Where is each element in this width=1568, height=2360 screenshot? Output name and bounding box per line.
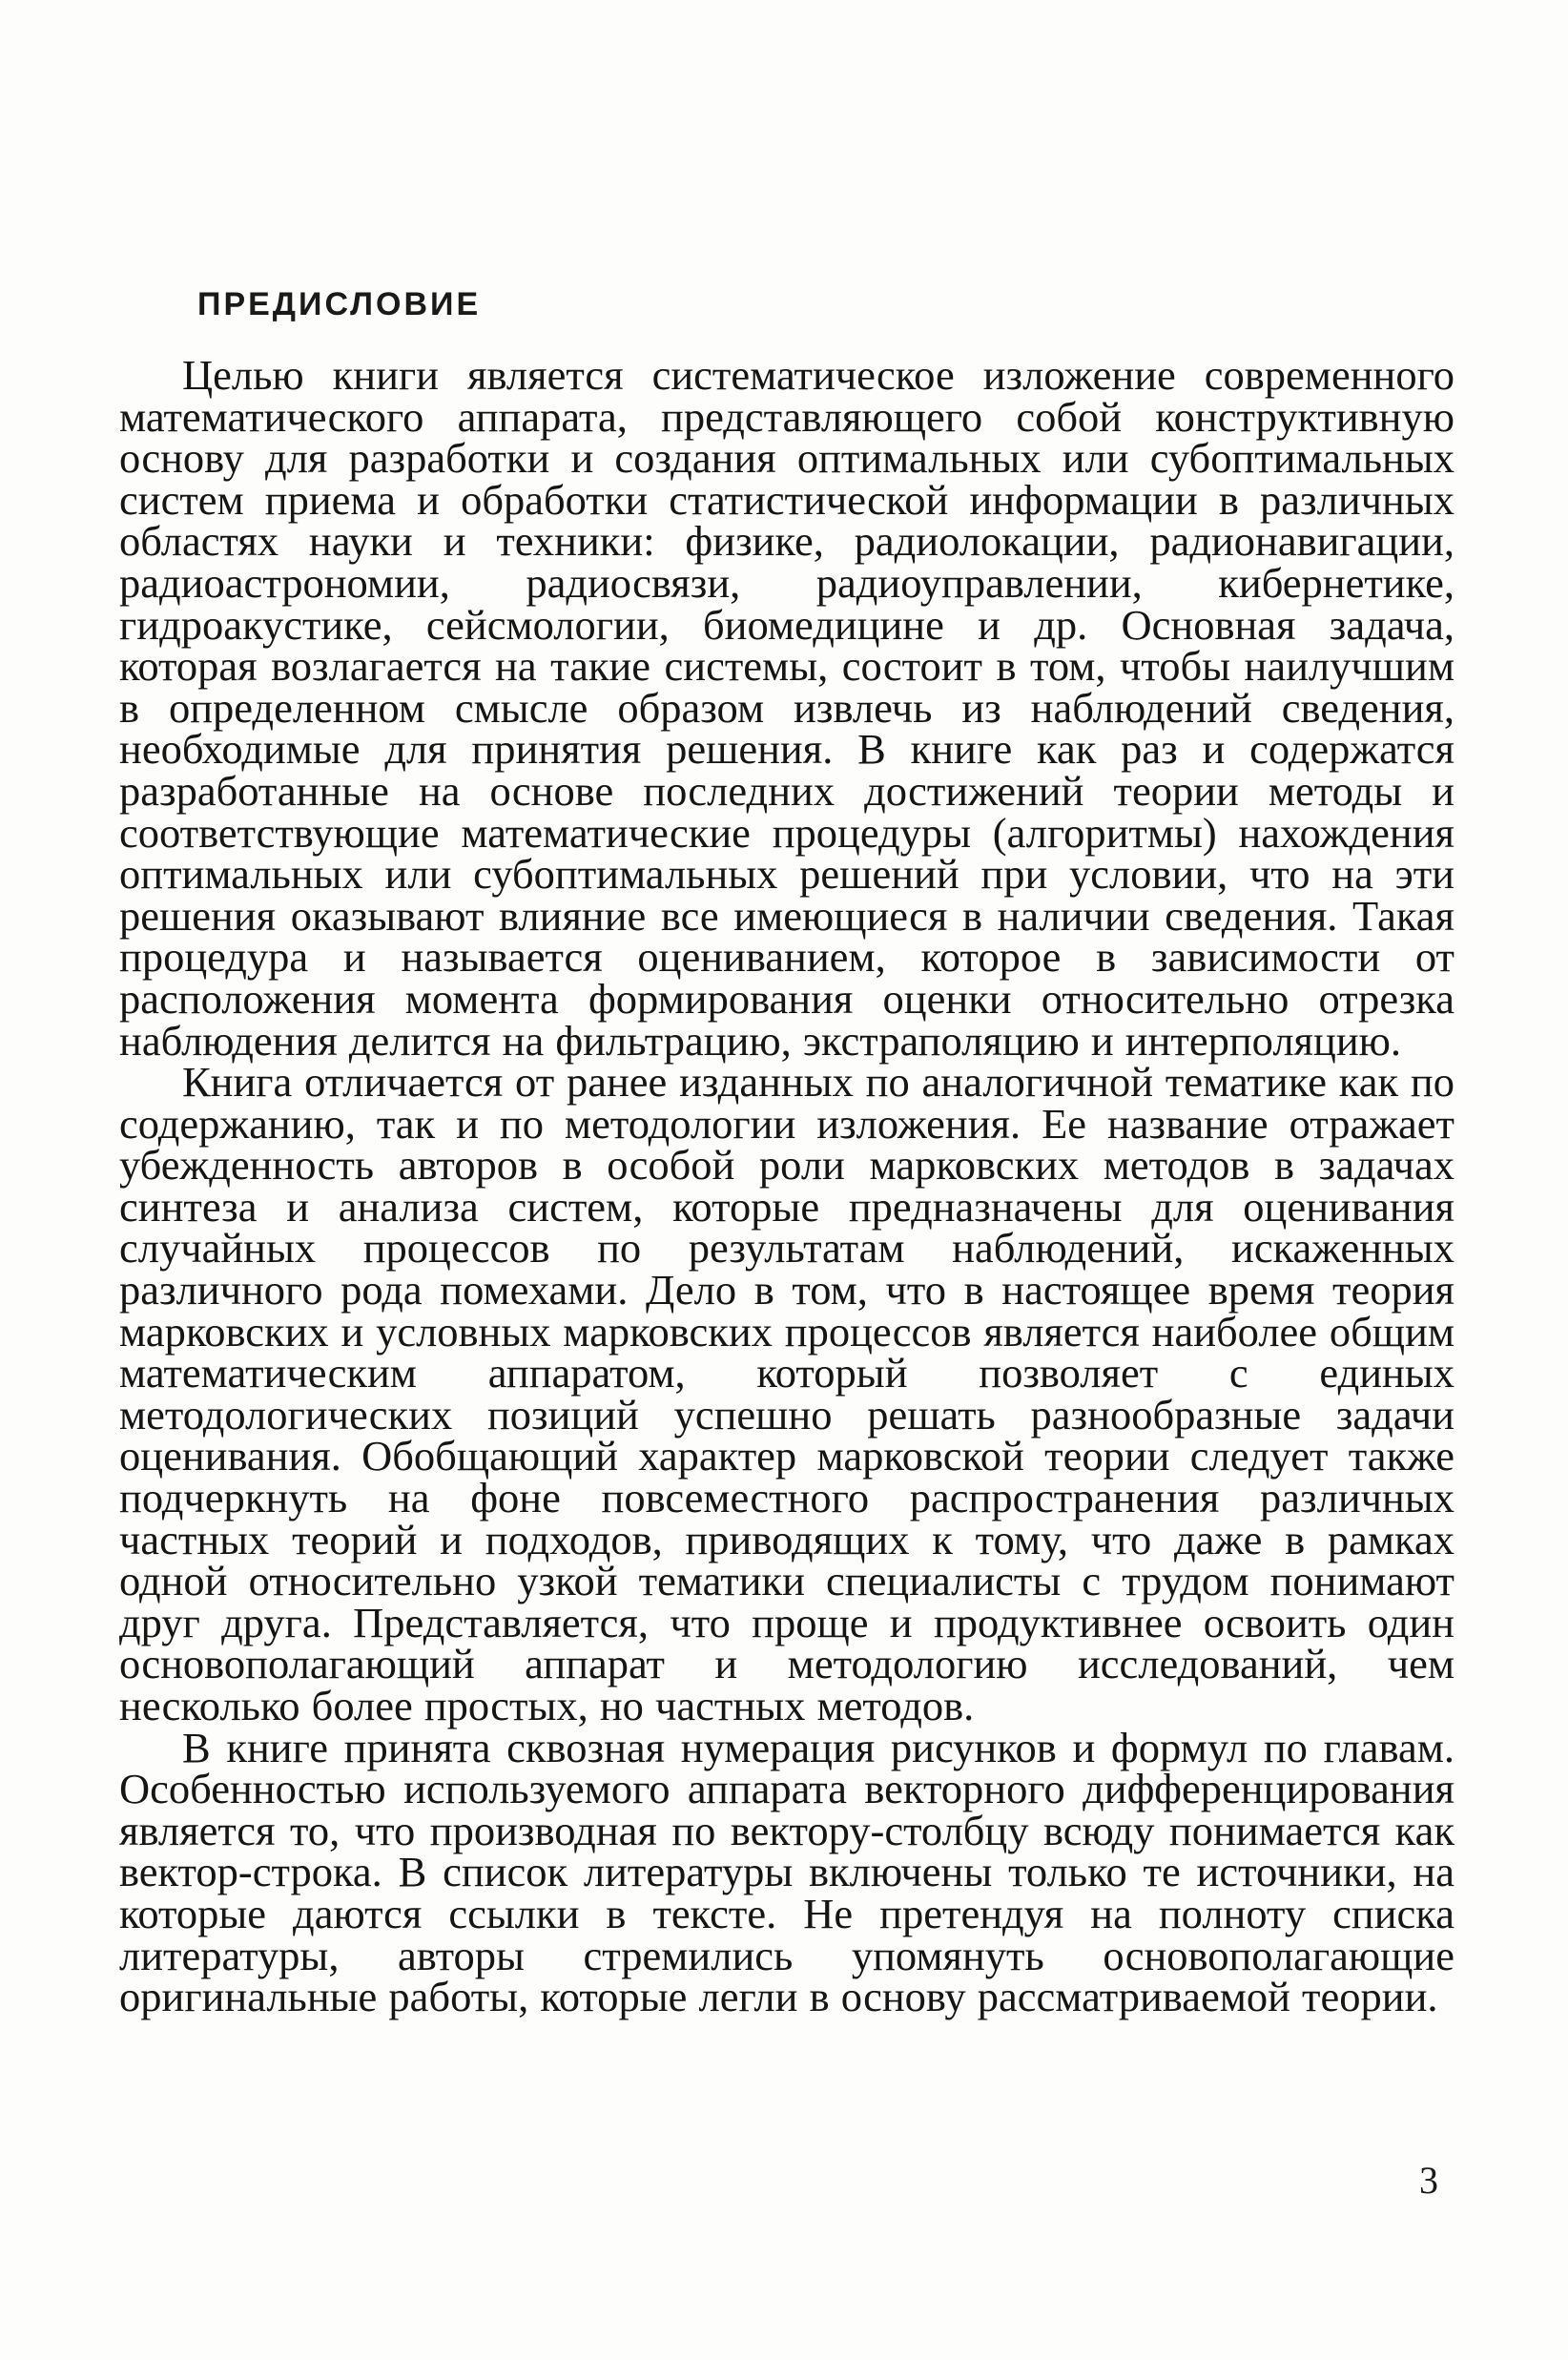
page-number: 3 bbox=[1419, 2159, 1438, 2202]
page-heading: ПРЕДИСЛОВИЕ bbox=[197, 286, 482, 322]
paragraph-numbering-and-references: В книге принята сквозная нумерация рисунков и формул по главам. Особенностью используемого аппарата векторного дифференцирования является то, что производная по вектору-столбцу всюду понимается как вектор-строка. В список литературы включены только те источники, на которые даются ссылки в тексте. Не претендуя на полноту списка литературы, авторы стремились упомянуть основополагающие оригинальные работы, которые легли в основу рассматриваемой теории. bbox=[119, 1723, 1455, 2021]
paragraph-book-distinction: Книга отличается от ранее изданных по аналогичной тематике как по содержанию, так и по методологии изложения. Ее название отражает убежденность авторов в особой роли марковских методов в задачах синтеза и анализа систем, которые предназначены для оценивания случайных процессов по результатам наблюдений, искаженных различного рода помехами. Дело в том, что в настоящее время теория марковских и условных марковских процессов является наиболее общим математическим аппаратом, который позволяет с единых методологических позиций успешно решать разнообразные задачи оценивания. Обобщающий характер марковской теории следует также подчеркнуть на фоне повсеместного распространения различных частных теорий и подходов, приводящих к тому, что даже в рамках одной относительно узкой тематики специалисты с трудом понимают друг друга. Представляется, что проще и продуктивнее освоить один основополагающий аппарат и методологию исследований, чем несколько более простых, но частных методов. bbox=[119, 1058, 1455, 1729]
preface-body bbox=[119, 351, 1455, 2021]
paragraph-purpose: Целью книги является систематическое изложение современного математического аппарата, представляющего собой конструктивную основу для разработки и создания оптимальных или субоптимальных систем приема и обработки статистической информации в различных областях науки и техники: физике, радиолокации, радионавигации, радиоастрономии, радиосвязи, радиоуправлении, кибернетике, гидроакустике, сейсмологии, биомедицине и др. Основная задача, которая возлагается на такие системы, состоит в том, чтобы наилучшим в определенном смысле образом извлечь из наблюдений сведения, необходимые для принятия решения. В книге как раз и содержатся разработанные на основе последних достижений теории методы и соответствующие математические процедуры (алгоритмы) нахождения оптимальных или субоптимальных решений при условии, что на эти решения оказывают влияние все имеющиеся в наличии сведения. Такая процедура и называется оцениванием, которое в зависимости от расположения момента формирования оценки относительно отрезка наблюдения делится на фильтрацию, экстраполяцию и интерполяцию. bbox=[119, 351, 1455, 1065]
